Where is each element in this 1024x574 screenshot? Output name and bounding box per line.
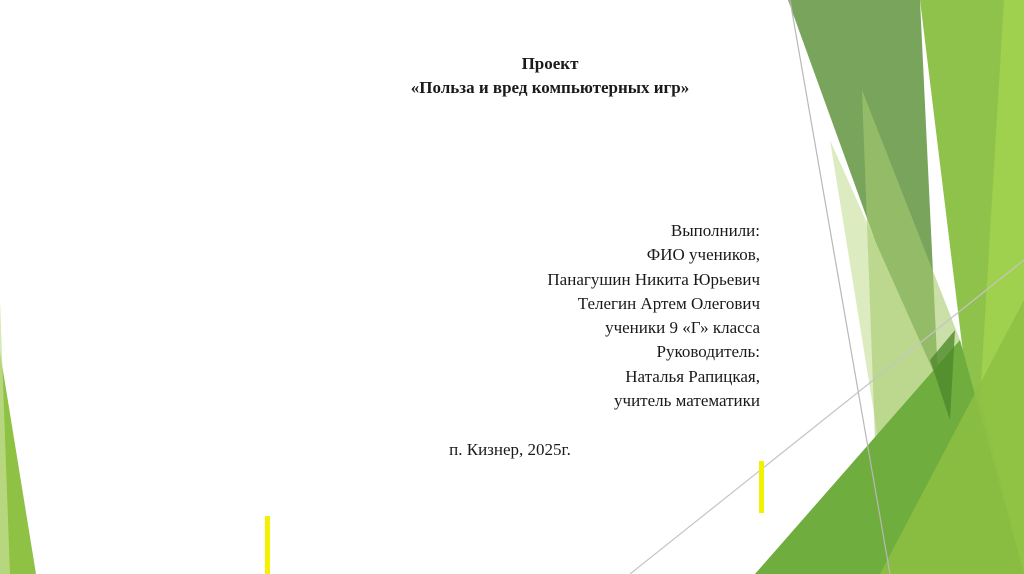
- credits-line: Выполнили:: [670, 221, 760, 240]
- project-title: «Польза и вред компьютерных игр»: [410, 78, 690, 97]
- credits-line: ФИО учеников,: [646, 245, 760, 265]
- credits-block: [380, 219, 760, 413]
- credits-line: Наталья Рапицкая,: [625, 366, 760, 386]
- credits-line: Панагушин Никита Юрьевич: [547, 269, 760, 289]
- yellow-marker-left: [265, 516, 270, 574]
- credits-line: Руководитель:: [656, 342, 760, 362]
- place-and-year: п. Кизнер, 2025г.: [449, 440, 571, 459]
- credits-line: ученики 9 «Г» класса: [605, 318, 760, 338]
- credits-line: учитель математики: [614, 391, 760, 411]
- project-label: Проект: [521, 54, 579, 73]
- credits-line: Телегин Артем Олегович: [577, 293, 760, 313]
- title-block: [280, 52, 820, 100]
- yellow-marker-right: [759, 461, 764, 513]
